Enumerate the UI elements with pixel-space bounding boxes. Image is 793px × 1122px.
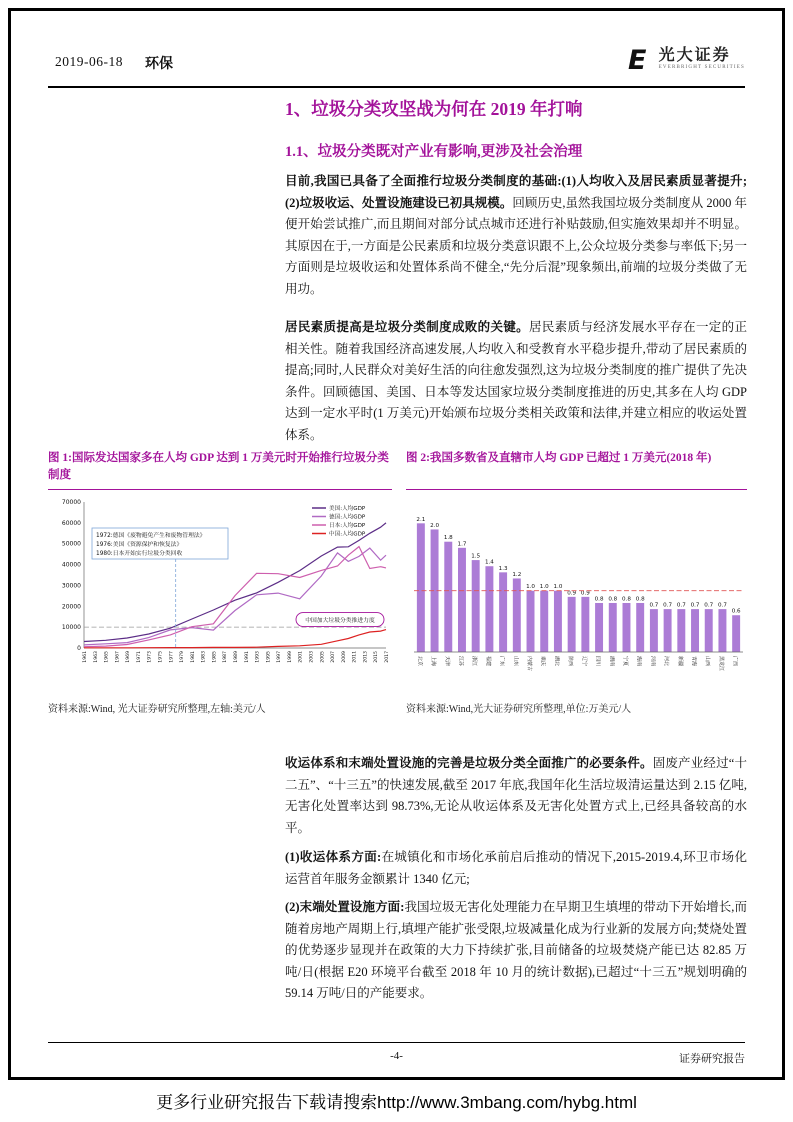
figure2 xyxy=(406,450,747,715)
svg-text:0.8: 0.8 xyxy=(608,596,618,603)
svg-text:0.8: 0.8 xyxy=(622,596,631,603)
svg-text:2.0: 2.0 xyxy=(430,522,440,529)
figure1 xyxy=(48,450,392,715)
svg-text:1987: 1987 xyxy=(223,651,229,663)
brand-subtitle: EVERBRIGHT SECURITIES xyxy=(658,64,745,70)
svg-text:1.0: 1.0 xyxy=(526,584,535,591)
svg-text:青海: 青海 xyxy=(690,656,697,667)
svg-text:湖南: 湖南 xyxy=(608,656,615,667)
svg-text:0.8: 0.8 xyxy=(635,596,645,603)
svg-text:1961: 1961 xyxy=(83,651,88,663)
svg-text:2001: 2001 xyxy=(298,651,304,663)
svg-text:1963: 1963 xyxy=(93,651,99,663)
svg-text:1.0: 1.0 xyxy=(553,584,563,591)
svg-text:1983: 1983 xyxy=(201,651,207,663)
svg-text:1.2: 1.2 xyxy=(512,571,522,578)
svg-text:1.0: 1.0 xyxy=(539,584,549,591)
svg-text:山西: 山西 xyxy=(704,656,711,667)
paragraph-facilities-lead: 收运体系和末端处置设施的完善是垃圾分类全面推广的必要条件。 xyxy=(285,756,653,770)
svg-text:日本:人均GDP: 日本:人均GDP xyxy=(329,523,366,529)
svg-text:0.7: 0.7 xyxy=(704,602,714,609)
svg-text:河南: 河南 xyxy=(649,656,656,667)
svg-text:50000: 50000 xyxy=(61,540,81,548)
svg-text:江苏: 江苏 xyxy=(457,656,464,667)
svg-text:40000: 40000 xyxy=(61,561,81,569)
svg-text:广东: 广东 xyxy=(498,656,505,667)
svg-text:德国:人均GDP: 德国:人均GDP xyxy=(329,514,366,521)
svg-text:1981: 1981 xyxy=(190,651,196,663)
svg-text:1989: 1989 xyxy=(234,651,239,663)
svg-text:2013: 2013 xyxy=(363,651,369,663)
paragraph-collection-text: 在城镇化和市场化承前启后推动的情况下,2015-2019.4,环卫市场化运营首年服务金额累计 1340 亿元; xyxy=(285,850,747,886)
report-category: 环保 xyxy=(145,57,173,72)
figure1-line-chart xyxy=(48,494,392,694)
svg-text:1.5: 1.5 xyxy=(471,553,481,560)
svg-text:1.7: 1.7 xyxy=(457,541,467,548)
svg-text:宁夏: 宁夏 xyxy=(621,656,628,667)
svg-text:中国加大垃圾分类推进力度: 中国加大垃圾分类推进力度 xyxy=(305,618,375,625)
svg-text:河北: 河北 xyxy=(663,656,670,667)
section-heading: 1、垃圾分类攻坚战为何在 2019 年打响 xyxy=(285,99,583,119)
svg-text:重庆: 重庆 xyxy=(539,656,546,667)
svg-text:新疆: 新疆 xyxy=(676,656,683,667)
paragraph-collection xyxy=(285,847,747,890)
svg-text:70000: 70000 xyxy=(61,499,81,506)
everbright-logo-icon xyxy=(625,44,655,74)
svg-text:1991: 1991 xyxy=(244,651,250,663)
svg-text:黑龙江: 黑龙江 xyxy=(717,656,724,672)
svg-text:0.7: 0.7 xyxy=(676,602,686,609)
svg-text:2011: 2011 xyxy=(352,651,358,663)
svg-text:1.4: 1.4 xyxy=(484,559,494,566)
svg-text:1969: 1969 xyxy=(126,651,132,663)
footer-divider xyxy=(48,1042,745,1043)
svg-text:2.1: 2.1 xyxy=(416,516,426,523)
svg-text:2007: 2007 xyxy=(331,651,337,663)
paragraph-intro-text: 回顾历史,虽然我国垃圾分类制度从 2000 年便开始尝试推广,而且期间对部分试点城市还进行补贴鼓励,但实施效果却并不明显。其原因在于,一方面是公民素质和垃圾分类意识跟不上,公众垃圾分类参与率低下;另一方面则是垃圾收运和处置体系尚不健全,“先分后混”现象频出,前端的垃圾分类做了无用功。 xyxy=(285,195,747,296)
svg-text:福建: 福建 xyxy=(484,656,491,667)
paragraph-residents xyxy=(285,317,747,446)
paragraph-residents-text: 居民素质与经济发展水平存在一定的正相关性。随着我国经济高速发展,人均收入和受教育水平稳步提升,带动了居民素质的提高;同时,人民群众对美好生活的向往愈发强烈,这为垃圾分类制度的推广提供了先决条件。回顾德国、美国、日本等发达国家垃圾分类制度推进的历史,其多在人均 GDP 达到一定水平时(1 万美元)开始颁布垃圾分类相关政策和法律,并建立相应的收运处置体系。 xyxy=(285,320,747,442)
svg-text:0.7: 0.7 xyxy=(717,602,727,609)
svg-text:20000: 20000 xyxy=(61,603,81,611)
svg-text:四川: 四川 xyxy=(594,656,601,667)
svg-text:北京: 北京 xyxy=(416,656,423,667)
paragraph-facilities xyxy=(285,753,747,839)
brand-logo xyxy=(625,44,745,74)
svg-text:0.7: 0.7 xyxy=(663,602,673,609)
paragraph-facilities-text: 固废产业经过“十二五”、“十三五”的快速发展,截至 2017 年底,我国年化生活垃圾清运量达到 2.15 亿吨,无害化处置率达到 98.73%,无论从收运体系及无害化处置方式上,已经具备较高的水平。 xyxy=(285,756,747,835)
download-banner-link[interactable]: 更多行业研究报告下载请搜索http://www.3mbang.com/hybg.html xyxy=(156,1093,637,1112)
report-type-label: 证券研究报告 xyxy=(679,1053,745,1065)
svg-text:2015: 2015 xyxy=(374,651,380,663)
figure1-title: 图 1:国际发达国家多在人均 GDP 达到 1 万美元时开始推行垃圾分类制度 xyxy=(48,450,392,490)
svg-text:0.9: 0.9 xyxy=(567,590,577,597)
svg-text:2017: 2017 xyxy=(385,651,390,663)
paragraph-intro-lead: 目前,我国已具备了全面推行垃圾分类制度的基础:(1)人均收入及居民素质显著提升;(2)垃圾收运、处置设施建设已初具规模。 xyxy=(285,174,747,210)
svg-text:10000: 10000 xyxy=(61,624,81,632)
svg-text:60000: 60000 xyxy=(61,519,81,527)
svg-text:中国:人均GDP: 中国:人均GDP xyxy=(329,531,366,538)
paragraph-disposal-lead: (2)末端处置设施方面: xyxy=(285,900,405,914)
svg-text:天津: 天津 xyxy=(443,656,450,667)
svg-text:2003: 2003 xyxy=(309,651,315,663)
figure2-bar-chart xyxy=(406,494,747,694)
svg-text:2009: 2009 xyxy=(341,651,347,663)
svg-text:辽宁: 辽宁 xyxy=(580,656,587,667)
svg-text:0.6: 0.6 xyxy=(731,608,741,615)
svg-text:1976:美国《资源保护和恢复法》: 1976:美国《资源保护和恢复法》 xyxy=(96,542,183,548)
figure2-source: 资料来源:Wind,光大证券研究所整理,单位:万美元/人 xyxy=(406,704,632,715)
svg-text:1980:日本开始实行垃圾分类回收: 1980:日本开始实行垃圾分类回收 xyxy=(96,551,183,557)
svg-text:1971: 1971 xyxy=(136,651,142,663)
svg-text:1997: 1997 xyxy=(277,651,283,663)
svg-text:1995: 1995 xyxy=(266,651,272,663)
svg-text:美国:人均GDP: 美国:人均GDP xyxy=(329,506,366,512)
page-number: -4- xyxy=(390,1050,403,1062)
svg-text:1965: 1965 xyxy=(104,651,110,663)
svg-text:E: E xyxy=(627,45,647,74)
svg-text:1973: 1973 xyxy=(147,651,153,663)
paragraph-disposal xyxy=(285,897,747,1005)
svg-text:0.8: 0.8 xyxy=(594,596,604,603)
header-divider xyxy=(48,86,745,88)
svg-text:30000: 30000 xyxy=(61,582,81,590)
svg-text:1972:德国《废物避免产生和废物管理法》: 1972:德国《废物避免产生和废物管理法》 xyxy=(96,533,206,539)
svg-text:海南: 海南 xyxy=(635,656,642,667)
svg-text:1.8: 1.8 xyxy=(443,535,453,542)
figure2-title: 图 2:我国多数省及直辖市人均 GDP 已超过 1 万美元(2018 年) xyxy=(406,450,747,490)
svg-text:广西: 广西 xyxy=(731,656,738,667)
paragraph-residents-lead: 居民素质提高是垃圾分类制度成败的关键。 xyxy=(285,320,529,334)
svg-text:0: 0 xyxy=(77,645,81,652)
paragraph-disposal-text: 我国垃圾无害化处理能力在早期卫生填埋的带动下开始增长,而随着房地产周期上行,填埋产能扩张受限,垃圾减量化成为行业新的发展方向;焚烧处置的优势逐步显现并在政策的大力下持续扩张,目前储备的垃圾焚烧产能已达 82.85 万吨/日(根据 E20 环境平台截至 2018 年 10 月的统计数据),已超过“十三五”规划明确的 59.14 万吨/日的产能要求。 xyxy=(285,900,747,1000)
svg-text:1999: 1999 xyxy=(287,651,293,663)
svg-text:0.9: 0.9 xyxy=(580,590,590,597)
svg-text:1979: 1979 xyxy=(180,651,186,663)
paragraph-collection-lead: (1)收运体系方面: xyxy=(285,850,382,864)
figure1-source: 资料来源:Wind, 光大证券研究所整理,左轴:美元/人 xyxy=(48,704,266,715)
brand-name: 光大证券 xyxy=(658,46,731,64)
subsection-heading: 1.1、垃圾分类既对产业有影响,更涉及社会治理 xyxy=(285,144,583,160)
svg-text:1967: 1967 xyxy=(115,651,121,663)
svg-text:浙江: 浙江 xyxy=(471,656,478,667)
report-date: 2019-06-18 xyxy=(55,54,123,69)
svg-text:陕西: 陕西 xyxy=(567,656,574,667)
svg-text:内蒙古: 内蒙古 xyxy=(526,656,533,672)
svg-text:0.7: 0.7 xyxy=(649,602,659,609)
svg-text:1977: 1977 xyxy=(169,651,175,663)
svg-text:湖北: 湖北 xyxy=(553,656,560,667)
svg-text:1.3: 1.3 xyxy=(498,565,508,572)
svg-text:山东: 山东 xyxy=(512,656,519,667)
paragraph-intro xyxy=(285,171,747,300)
svg-text:1993: 1993 xyxy=(255,651,261,663)
svg-text:1985: 1985 xyxy=(212,651,218,663)
svg-text:0.7: 0.7 xyxy=(690,602,700,609)
svg-text:2005: 2005 xyxy=(320,651,326,663)
svg-text:1975: 1975 xyxy=(158,651,164,663)
svg-text:上海: 上海 xyxy=(430,656,437,667)
